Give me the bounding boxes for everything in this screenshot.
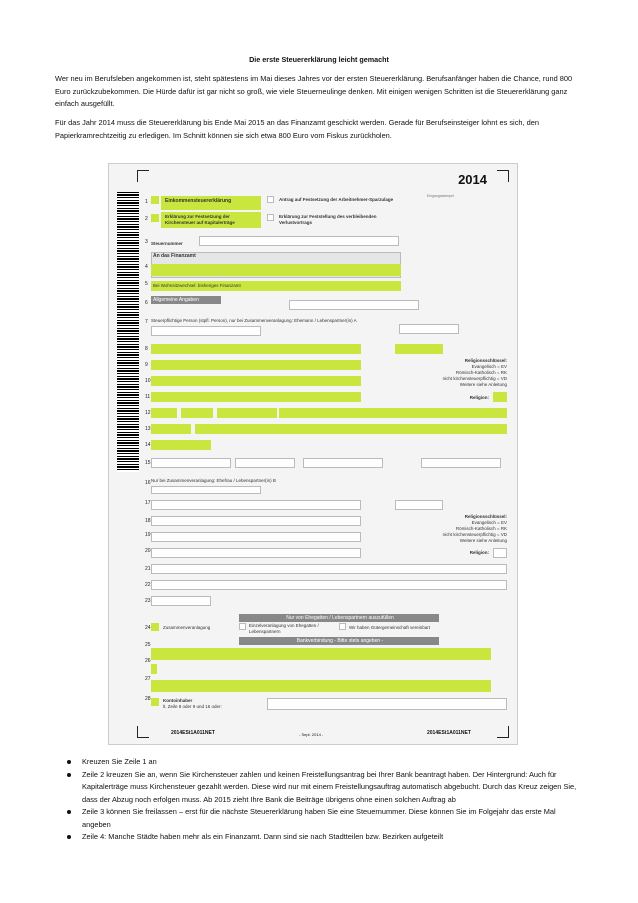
religion-b-line: Evangelisch = EV	[471, 520, 507, 525]
adressergaenzung-input[interactable]	[217, 408, 277, 418]
form-year: 2014	[458, 172, 487, 187]
checkbox-antrag[interactable]	[267, 196, 274, 203]
verlust-label: Erklärung zur Feststellung des verbleibenden Verlustvortrags	[279, 214, 377, 225]
row-number: 20	[145, 548, 151, 554]
religion-b-line: Römisch-Katholisch = RK	[455, 526, 507, 531]
kreditinstitut-input[interactable]	[151, 680, 491, 692]
hausnummer-input[interactable]	[151, 408, 177, 418]
name-input[interactable]	[151, 344, 361, 354]
row-number: 3	[145, 239, 148, 245]
form-code-right: 2014ESt1A011NET	[427, 730, 471, 736]
adresse-rest-input[interactable]	[279, 408, 507, 418]
steuernummer-input[interactable]	[199, 236, 399, 246]
religion-b-title: Religionsschlüssel:	[464, 514, 507, 519]
row-number: 1	[145, 199, 148, 205]
kirchen-label: Erklärung zur Festsetzung der Kirchensteuer auf Kapitalerträge	[165, 214, 235, 225]
checkbox-einzel[interactable]	[239, 623, 246, 630]
vorname-input[interactable]	[151, 360, 361, 370]
steuernummer-label: Steuernummer	[151, 241, 183, 246]
list-item: Zeile 3 können Sie freilassen – erst für die nächste Steuererklärung haben Sie eine Steuernummer. Diese können Sie im Folgejahr das erste Mal angeben	[80, 806, 585, 831]
row-number: 7	[145, 319, 148, 325]
row-number: 25	[145, 642, 151, 648]
checkbox-zusammen[interactable]	[151, 623, 159, 631]
religion-title: Religionsschlüssel:	[464, 358, 507, 363]
guetergemeinschaft-label: Wir haben Gütergemeinschaft vereinbart	[349, 625, 431, 630]
form-date: - Sept. 2014 -	[299, 732, 324, 737]
corner-mark	[497, 170, 509, 182]
allgemein-header: Allgemeine Angaben	[151, 296, 221, 304]
strasse-b-input[interactable]	[151, 548, 361, 558]
intro-paragraph: Wer neu im Berufsleben angekommen ist, steht spätestens im Mai dieses Jahres vor der ersten Steuererklärung. Berufsanfänger haben die Chance, rund 800 Euro zurückzubekommen. Die Hürde dafür ist gar nicht so groß, wie viele Steuerneulinge denken. Mit einigen wenigen Schritten ist die Steuererklärung ganz einfach ausgefüllt.	[55, 74, 573, 108]
tax-form-image	[108, 163, 518, 745]
row-number: 24	[145, 625, 151, 631]
name-b-input[interactable]	[151, 500, 361, 510]
ehefrau-label: Nur bei Zusammenveranlagung: Ehefrau / Lebenspartner(in) B	[151, 478, 276, 483]
religion-label: Religion:	[469, 395, 489, 400]
beruf-b-input[interactable]	[151, 596, 211, 606]
iban-input[interactable]	[151, 648, 491, 660]
wohnort-b-input[interactable]	[151, 580, 507, 590]
row-number: 13	[145, 426, 151, 432]
dauernd-input[interactable]	[421, 458, 501, 468]
row-number: 28	[145, 696, 151, 702]
checkbox-verlust[interactable]	[267, 214, 274, 221]
list-item: Zeile 4: Manche Städte haben mehr als ein Finanzamt. Dann sind sie nach Stadtteilen bzw. Bezirken aufgeteilt	[80, 831, 585, 844]
instructions-list	[55, 756, 585, 844]
telefon-input[interactable]	[289, 300, 419, 310]
hausnummer-b-input[interactable]	[151, 564, 507, 574]
religion-b-line: nicht kirchensteuerpflichtig = VD	[442, 532, 507, 537]
row-number: 19	[145, 532, 151, 538]
form-rows	[139, 196, 509, 736]
row-number: 6	[145, 300, 148, 306]
religion-b-line: Weitere siehe Anleitung	[459, 538, 507, 543]
checkbox-einkommen[interactable]	[151, 196, 159, 204]
religion-b-label: Religion:	[469, 550, 489, 555]
strasse-input[interactable]	[151, 392, 361, 402]
checkbox-kontoinhaber[interactable]	[151, 698, 159, 706]
row-number: 9	[145, 362, 148, 368]
bic-input[interactable]	[151, 664, 157, 674]
plz-input[interactable]	[151, 424, 191, 434]
vorname-b-input[interactable]	[151, 516, 361, 526]
row-number: 16	[145, 480, 151, 486]
row-number: 27	[145, 676, 151, 682]
row-number: 5	[145, 281, 148, 287]
wohnort-input[interactable]	[195, 424, 507, 434]
form-code-left: 2014ESt1A011NET	[171, 730, 215, 736]
idnr-input[interactable]	[151, 326, 261, 336]
verheiratet-input[interactable]	[151, 458, 231, 468]
religion-line: Evangelisch = EV	[471, 364, 507, 369]
barcode	[117, 192, 139, 472]
titel-input[interactable]	[151, 376, 361, 386]
einzel-label: Einzelveranlagung von Ehegatten / Lebenspartnern	[249, 623, 319, 634]
row-number: 4	[145, 264, 148, 270]
row-number: 18	[145, 518, 151, 524]
row-number: 23	[145, 598, 151, 604]
row-number: 10	[145, 378, 151, 384]
list-item: Kreuzen Sie Zeile 1 an	[80, 756, 585, 769]
titel-b-input[interactable]	[151, 532, 361, 542]
hausnummerzusatz-input[interactable]	[181, 408, 213, 418]
geburtsdatum-input[interactable]	[395, 344, 443, 354]
row-number: 15	[145, 460, 151, 466]
row-number: 21	[145, 566, 151, 572]
wohnsitz-label: Bei Wohnsitzwechsel: bisheriges Finanzamt	[153, 283, 241, 288]
religion-b-input[interactable]	[493, 548, 507, 558]
checkbox-guetergemeinschaft[interactable]	[339, 623, 346, 630]
kontoinhaber-input[interactable]	[267, 698, 507, 710]
checkbox-kirchen[interactable]	[151, 214, 159, 222]
row-number: 22	[145, 582, 151, 588]
religion-line: Weitere siehe Anleitung	[459, 382, 507, 387]
row-number: 17	[145, 500, 151, 506]
zeile-label: lt. Zeile 8 oder 9 und 16 oder:	[163, 704, 222, 709]
finanzamt-input[interactable]	[151, 264, 401, 276]
verwitwet-input[interactable]	[235, 458, 295, 468]
deadline-paragraph: Für das Jahr 2014 muss die Steuererklärung bis Ende Mai 2015 an das Finanzamt geschickt werden. Gerade für Berufseinsteiger lohnt es sich, den Papierkramrechtzeitig zu erledigen. Im Schnitt können sie sich etwa 800 Euro vom Fiskus zurückholen.	[55, 118, 539, 140]
antrag-label: Antrag auf Festsetzung der Arbeitnehmer-Sparzulage	[279, 197, 394, 202]
page-title: Die erste Steuererklärung leicht gemacht	[249, 55, 389, 64]
kontoinhaber-label: Kontoinhaber	[163, 698, 193, 703]
row-number: 8	[145, 346, 148, 352]
zusammen-label: Zusammenveranlagung	[163, 625, 211, 630]
row-number: 12	[145, 410, 151, 416]
row-number: 14	[145, 442, 151, 448]
row-number: 11	[145, 394, 151, 400]
corner-mark	[137, 170, 149, 182]
religion-input[interactable]	[493, 392, 507, 402]
idnr-b-input[interactable]	[151, 486, 261, 494]
religion-line: Römisch-Katholisch = RK	[455, 370, 507, 375]
row-number: 26	[145, 658, 151, 664]
ehegatten-header: Nur von Ehegatten / Lebenspartnern auszufüllen	[239, 614, 439, 622]
religion-line: nicht kirchensteuerpflichtig = VD	[442, 376, 507, 381]
row-number: 2	[145, 216, 148, 222]
geburtsdatum-b-input[interactable]	[395, 500, 443, 510]
finanzamt-label: An das Finanzamt	[153, 253, 196, 259]
list-item: Zeile 2 kreuzen Sie an, wenn Sie Kirchensteuer zahlen und keinen Freistellungsantrag bei Ihrer Bank beantragt haben. Der Hintergrund: Auch für Kapitalerträge muss Kirchensteuer gezahlt werden. Diese wird nur mit einem Freistellungsauftrag automatisch abgebucht. Durch das Kreuz zeigen Sie, dass der Abzug noch erfolgen muss. Ab 2015 zieht Ihre Bank die Beiträge übrigens ohne einen solchen Auftrag ab	[80, 769, 585, 807]
einkommen-label: Einkommensteuererklärung	[165, 198, 232, 204]
steuerpflichtig-label: Steuerpflichtige Person (stpfl. Person), nur bei Zusammenveranlagung: Ehemann / Lebenspartner(in) A	[151, 318, 357, 323]
ehe-input[interactable]	[399, 324, 459, 334]
bank-header: Bankverbindung - Bitte stets angeben -	[239, 637, 439, 645]
eingang-label: Eingangsstempel	[427, 194, 454, 198]
geschieden-input[interactable]	[303, 458, 383, 468]
beruf-input[interactable]	[151, 440, 211, 450]
